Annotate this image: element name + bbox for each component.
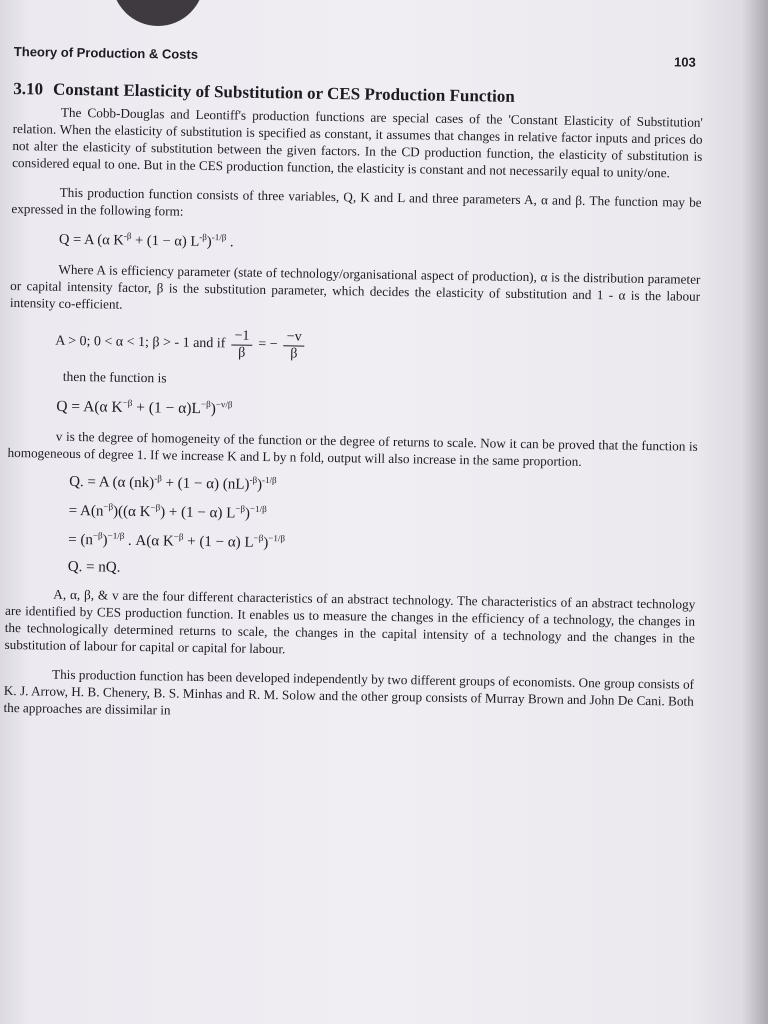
paragraph-parameters: Where A is efficiency parameter (state of technology/organisational aspect of production), α is the distribution parameter or capital intensity factor, β is the substitution parameter, which decides the elasticity of substitution and 1 - α is the labour intensity co-efficient. (9, 261, 701, 312)
proof-line-4: Q. = nQ. (67, 558, 121, 576)
proof-line-2: = $A(n^{-\beta})((\alpha$ $K^{-\beta}) + (1 - \alpha)$ $L^{-\beta})^{-1/\beta}$ (68, 501, 267, 522)
section-number: 3.10 (13, 78, 44, 99)
homogeneity-proof (68, 472, 698, 586)
paragraph-homogeneity: v is the degree of homogeneity of the function or the degree of returns to scale. Now it can be proved that the function is homogeneous of degree 1. If we increase K and L by n fold, output will also increase in the same proportion. (7, 428, 698, 469)
page-shadow (742, 0, 768, 1024)
fraction-2: $\frac{-v}{\beta}$ (283, 329, 304, 362)
proof-line-3: = $(n^{-\beta})^{-1/\beta}$ . A(α $K^{-\beta} + (1 - \alpha)$ $L^{-\beta})^{-1/\beta}$ (68, 530, 286, 552)
proof-line-1: Q. = A (α (nk)$^{-\beta}$ + (1 − α) (nL)$^{-\beta}$)$^{-1/\beta}$ (69, 473, 277, 493)
then-label: then the function is (62, 368, 167, 386)
paragraph-characteristics: A, α, β, & v are the four different characteristics of an abstract technology. The characteristics of an abstract technology are identified by CES production function. It enables us to measure the changes in the efficiency of a technology, the changes in the technologically determined returns to scale, the changes in the capital intensity of a technology and the changes in the substitution of labour for capital or capital for labour. (4, 586, 696, 657)
parameter-conditions: A > 0; 0 < α < 1; β > - 1 and if $\frac{-1}{\beta}$ = − $\frac{-v}{\beta}$ (55, 326, 699, 369)
paragraph-history: This production function has been developed independently by two different groups of economists. One group consists of K. J. Arrow, H. B. Chenery, B. S. Minhas and R. M. Solow and the other group consists of Murray Brown and John De Cani. Both the approaches are dissimilar in (3, 666, 695, 718)
ces-equation: Q = A (α $K^{-\beta} + (1 - \alpha)$ $L^{-\beta})^{-1/\beta}$ . (58, 230, 234, 251)
paragraph-variables: This production function consists of three variables, Q, K and L and three parameters A, α and β. The function may be expressed in the following form: (11, 184, 702, 219)
section-title: Constant Elasticity of Substitution or CES Production Function (52, 79, 515, 106)
fraction-1: $\frac{-1}{\beta}$ (231, 328, 252, 361)
ces-equation-v: Q = A(α $K^{-\beta} + (1 - \alpha)L^{-\beta})^{-v/\beta}$ (56, 397, 233, 418)
running-header (14, 44, 704, 70)
page-number: 103 (673, 54, 696, 70)
paragraph-intro: The Cobb-Douglas and Leontiff's production functions are special cases of the 'Constant Elasticity of Substitution' relation. When the elasticity of substitution is specified as constant, it assumes that changes in relative factor inputs and prices do not alter the elasticity of substitution between the given factors. In the CD production function, the elasticity of substitution is considered equal to one. But in the CES production function, the elasticity is constant and not necessarily equal to unity/one. (12, 104, 703, 181)
running-title: Theory of Production & Costs (13, 44, 199, 62)
binder-tab (112, 0, 204, 26)
page-content (3, 44, 703, 727)
